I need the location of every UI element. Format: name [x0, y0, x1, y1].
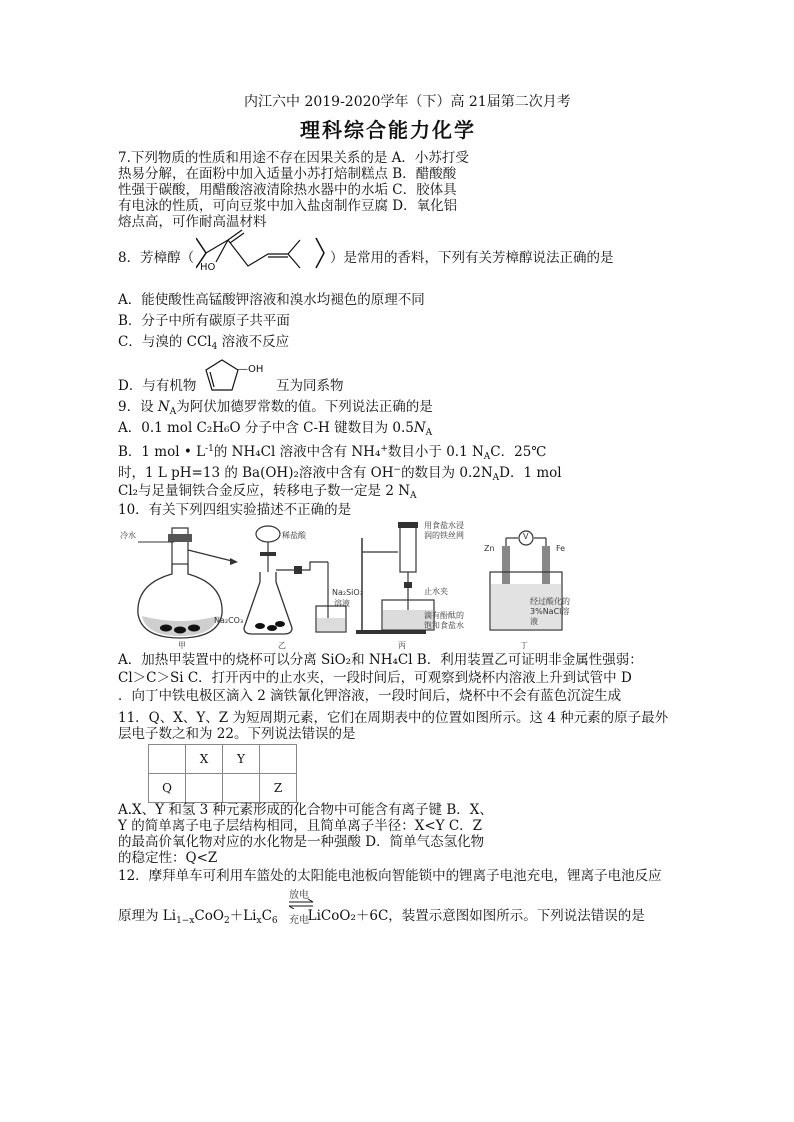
caption-cold-water: 冷水 — [120, 531, 136, 540]
q9-b-na-sub: A — [483, 452, 491, 462]
q9-b-sup: -1 — [205, 444, 214, 454]
q9-c-tail: D．1 mol — [499, 465, 562, 481]
periodic-cell — [260, 745, 297, 774]
q12-l2-sub1: 1−x — [176, 916, 195, 926]
q12-l2-post: LiCoO₂＋6C，装置示意图如图所示。下列说法错误的是 — [307, 908, 645, 924]
linalool-structure — [196, 228, 326, 278]
q9-b-sup2: + — [380, 444, 388, 454]
q8-stem-prefix: 8．芳樟醇（ — [118, 250, 195, 266]
caption-label-c: 丙 — [398, 641, 406, 650]
q12-l2-sub4: 6 — [271, 916, 278, 926]
q9-stem — [118, 399, 433, 421]
q8-stem-suffix: ）是常用的香料，下列有关芳樟醇说法正确的是 — [330, 250, 614, 266]
q9-c-post: 的数目为 0.2N — [401, 465, 493, 481]
caption-meter-v: V — [523, 532, 529, 541]
q9-c-pre: 时，1 L pH=13 的 Ba(OH)₂溶液中含有 OH — [118, 465, 394, 481]
caption-dilute-hcl: 稀盐酸 — [282, 531, 306, 540]
caption-wire-mesh-2: 润的铁丝网 — [424, 531, 464, 540]
q8-option-a: A．能使酸性高锰酸钾溶液和溴水均褪色的原理不同 — [118, 292, 425, 308]
periodic-cell — [223, 774, 260, 803]
cyclopentenol-structure — [200, 356, 250, 398]
caption-acidified-1: 经过酸化的 — [530, 597, 570, 606]
q9-d-na-sub: A — [410, 491, 417, 501]
q8-option-d-post: 互为同系物 — [276, 378, 344, 394]
q12-l2-pre: 原理为 Li — [118, 908, 177, 924]
caption-na2co3: Na₂CO₃ — [214, 616, 244, 625]
q9-b-tail: C．25℃ — [490, 444, 547, 460]
q9-option-a-text: A．0.1 mol C₂H₆O 分子中含 C-H 键数目为 0.5 — [118, 420, 414, 436]
q8-option-b: B．分子中所有碳原子共平面 — [118, 313, 290, 329]
caption-acidified-2: 3%NaCl溶 — [530, 607, 570, 616]
periodic-cell: X — [186, 745, 223, 774]
q9-b-mid: 的 NH₄Cl 溶液中含有 NH₄ — [213, 444, 381, 460]
q9-stem-na-sub: A — [169, 407, 177, 417]
q11-options-line-2: Y 的简单离子电子层结构相同，且简单离子半径：X<Y C．Z — [118, 818, 483, 834]
periodic-cell: Z — [260, 774, 297, 803]
caption-solution-b: 溶液 — [334, 599, 350, 608]
q12-l2-sub3: x — [256, 916, 262, 926]
periodic-table-fragment — [148, 744, 297, 803]
periodic-row-2 — [149, 774, 297, 803]
q10-options-line-3: ．向丁中铁电极区滴入 2 滴铁氰化钾溶液，一段时间后，烧杯中不会有蓝色沉淀生成 — [118, 688, 622, 704]
q8-option-c-pre: C．与溴的 CCl — [118, 334, 212, 350]
q9-b-post: 数目小于 0.1 N — [387, 444, 484, 460]
q11-options-line-3: 的最高价氧化物对应的水化物是一种强酸 D．简单气态氢化物 — [118, 834, 485, 850]
caption-label-a: 甲 — [178, 641, 186, 650]
reaction-arrow-top-label: 放电 — [289, 890, 309, 901]
q10-options-line-1: A．加热甲装置中的烧杯可以分离 SiO₂和 NH₄Cl B．利用装置乙可证明非金属性强弱： — [118, 652, 643, 668]
q10-stem: 10．有关下列四组实验描述不正确的是 — [118, 502, 352, 518]
caption-stop-clamp: 止水夹 — [424, 587, 448, 596]
q9-stem-pre: 9．设 — [118, 399, 158, 415]
q8-option-c-post: 溶液不反应 — [217, 334, 290, 350]
q12-stem-line-1: 12．摩拜单车可利用车篮处的太阳能电池板向智能锁中的锂离子电池充电，锂离子电池反应 — [118, 868, 662, 884]
q9-stem-post: 为阿伏加德罗常数的值。下列说法正确的是 — [176, 399, 433, 415]
q9-option-a-na-sub: A — [425, 428, 433, 438]
q7-line-1: 7.下列物质的性质和用途不存在因果关系的是 A．小苏打受 — [118, 150, 469, 166]
q11-stem-line-2: 层电子数之和为 22。下列说法错误的是 — [118, 726, 356, 742]
q12-l2-mid1: CoO — [194, 908, 224, 924]
q7-line-2: 热易分解，在面粉中加入适量小苏打焙制糕点 B．醋酸酸 — [118, 166, 457, 182]
q9-d-pre: Cl₂与足量铜铁合金反应，转移电子数一定是 2 N — [118, 483, 411, 499]
q9-c-sup: − — [393, 465, 402, 475]
caption-acidified-3: 液 — [530, 617, 538, 626]
q8-option-c-sub: 4 — [211, 342, 218, 352]
periodic-cell — [149, 745, 186, 774]
caption-zn: Zn — [484, 544, 495, 553]
q8-option-d-pre: D．与有机物 — [118, 378, 197, 394]
cyclopentenol-oh-label: —OH — [238, 364, 264, 375]
periodic-cell — [186, 774, 223, 803]
q11-stem-line-1: 11．Q、X、Y、Z 为短周期元素，它们在周期表中的位置如图所示。这 4 种元素的原子最外 — [118, 710, 669, 726]
q7-line-3: 性强于碳酸，用醋酸溶液清除热水器中的水垢 C．胶体具 — [118, 182, 457, 198]
periodic-cell: Y — [223, 745, 260, 774]
caption-label-b: 乙 — [278, 641, 286, 650]
q10-options-line-2: Cl＞C＞Si C．打开丙中的止水夹，一段时间后，可观察到烧杯内溶液上升到试管中 D — [118, 670, 632, 686]
q11-options-line-4: 的稳定性：Q<Z — [118, 850, 218, 866]
linalool-ho-label: HO — [200, 262, 216, 273]
caption-phenol-1: 滴有酚酞的 — [424, 611, 464, 620]
caption-fe: Fe — [556, 544, 566, 553]
page-title: 理科综合能力化学 — [300, 118, 476, 142]
q8-option-c — [118, 334, 289, 356]
caption-wire-mesh-1: 用食盐水浸 — [424, 521, 464, 530]
q12-stem-line-2 — [118, 908, 645, 930]
caption-na2sio3: Na₂SiO₃ — [332, 588, 363, 597]
reaction-arrow-bottom-label: 充电 — [289, 915, 309, 926]
q9-b-pre: B．1 mol • L — [118, 444, 206, 460]
q9-stem-na: N — [157, 399, 170, 415]
q7-line-4: 有电泳的性质，可向豆浆中加入盐卤制作豆腐 D．氧化铝 — [118, 198, 458, 214]
q12-l2-mid2: ＋Li — [229, 908, 257, 924]
q12-l2-mid3: C — [261, 908, 272, 924]
q9-option-a-na: N — [413, 420, 426, 436]
q7-line-5: 熔点高，可作耐高温材料 — [118, 214, 267, 230]
periodic-cell: Q — [149, 774, 186, 803]
caption-label-d: 丁 — [520, 641, 528, 650]
reversible-arrow-icon — [286, 899, 316, 909]
periodic-row-1 — [149, 745, 297, 774]
exam-header: 内江六中 2019-2020学年（下）高 21届第二次月考 — [244, 94, 571, 110]
q9-c-na-sub: A — [492, 473, 500, 483]
q9-option-a — [118, 420, 432, 442]
q11-options-line-1: A.X、Y 和氢 3 种元素形成的化合物中可能含有离子键 B．X、 — [118, 802, 493, 818]
q12-l2-sub2: 2 — [223, 916, 230, 926]
caption-phenol-2: 饱和食盐水 — [424, 621, 464, 630]
